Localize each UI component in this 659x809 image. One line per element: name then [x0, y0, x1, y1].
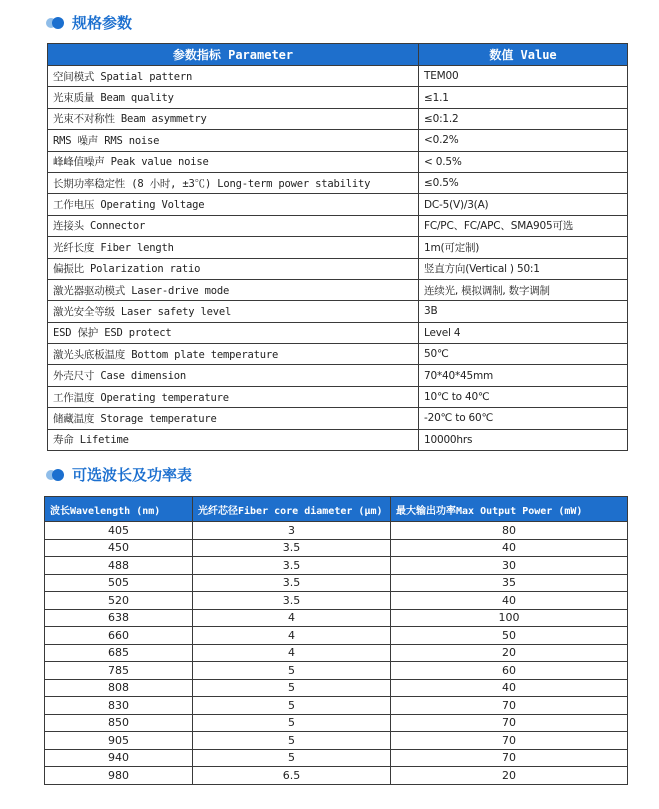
spec-value-cell: FC/PC、FC/APC、SMA905可选 [419, 215, 628, 236]
max-power-cell: 40 [391, 539, 628, 557]
spec-parameter-cell: 偏振比 Polarization ratio [48, 258, 419, 279]
spec-row [48, 151, 628, 172]
wavelength-cell: 940 [45, 749, 193, 767]
spec-row [48, 66, 628, 87]
wavelength-cell: 488 [45, 557, 193, 575]
spec-section-title-text: 规格参数 [72, 14, 133, 32]
core-diameter-cell: 3 [193, 522, 391, 540]
wave-section-title-text: 可选波长及功率表 [72, 466, 193, 484]
wave-row [45, 749, 628, 767]
wave-header-wavelength: 波长Wavelength (nm) [45, 497, 193, 522]
wave-header-core-diameter: 光纤芯径Fiber core diameter (μm) [193, 497, 391, 522]
spec-row [48, 130, 628, 151]
spec-value-cell: Level 4 [419, 322, 628, 343]
spec-header-value: 数值 Value [419, 44, 628, 66]
wave-row [45, 592, 628, 610]
spec-row [48, 344, 628, 365]
core-diameter-cell: 4 [193, 627, 391, 645]
wavelength-cell: 850 [45, 714, 193, 732]
spec-value-cell: DC-5(V)/3(A) [419, 194, 628, 215]
spec-row [48, 279, 628, 300]
wavelength-cell: 785 [45, 662, 193, 680]
core-diameter-cell: 4 [193, 644, 391, 662]
spec-row [48, 301, 628, 322]
spec-parameter-cell: 工作温度 Operating temperature [48, 386, 419, 407]
max-power-cell: 70 [391, 749, 628, 767]
wavelength-cell: 405 [45, 522, 193, 540]
wave-row [45, 539, 628, 557]
spec-parameter-cell: 激光器驱动模式 Laser-drive mode [48, 279, 419, 300]
spec-value-cell: 10℃ to 40℃ [419, 386, 628, 407]
wave-row [45, 732, 628, 750]
spec-parameter-cell: RMS 噪声 RMS noise [48, 130, 419, 151]
spec-row [48, 172, 628, 193]
wavelength-cell: 905 [45, 732, 193, 750]
wave-section-title [46, 464, 192, 485]
spec-value-cell: < 0.5% [419, 151, 628, 172]
spec-row [48, 365, 628, 386]
spec-row [48, 108, 628, 129]
wave-row [45, 767, 628, 785]
max-power-cell: 100 [391, 609, 628, 627]
wave-row [45, 714, 628, 732]
spec-row [48, 215, 628, 236]
wave-row [45, 644, 628, 662]
max-power-cell: 30 [391, 557, 628, 575]
spec-parameter-cell: 工作电压 Operating Voltage [48, 194, 419, 215]
wave-table-header-row [45, 497, 628, 522]
spec-parameter-cell: 光束质量 Beam quality [48, 87, 419, 108]
max-power-cell: 40 [391, 592, 628, 610]
spec-section-title [46, 12, 132, 33]
spec-row [48, 429, 628, 450]
spec-parameter-cell: 外壳尺寸 Case dimension [48, 365, 419, 386]
spec-header-parameter: 参数指标 Parameter [48, 44, 419, 66]
spec-value-cell: 70*40*45mm [419, 365, 628, 386]
spec-parameter-cell: 连接头 Connector [48, 215, 419, 236]
wave-row [45, 697, 628, 715]
core-diameter-cell: 3.5 [193, 574, 391, 592]
spec-parameter-cell: 光束不对称性 Beam asymmetry [48, 108, 419, 129]
spec-value-cell: 连续光, 模拟调制, 数字调制 [419, 279, 628, 300]
spec-table [47, 43, 628, 451]
spec-value-cell: 50℃ [419, 344, 628, 365]
wave-row [45, 679, 628, 697]
spec-parameter-cell: 光纤长度 Fiber length [48, 237, 419, 258]
wave-row [45, 557, 628, 575]
wavelength-cell: 660 [45, 627, 193, 645]
wave-row [45, 574, 628, 592]
core-diameter-cell: 5 [193, 697, 391, 715]
max-power-cell: 70 [391, 732, 628, 750]
wave-row [45, 609, 628, 627]
wave-header-max-power: 最大输出功率Max Output Power (mW) [391, 497, 628, 522]
spec-parameter-cell: 长期功率稳定性 (8 小时, ±3℃) Long-term power stability [48, 172, 419, 193]
wavelength-cell: 980 [45, 767, 193, 785]
wavelength-cell: 808 [45, 679, 193, 697]
spec-parameter-cell: 峰峰值噪声 Peak value noise [48, 151, 419, 172]
spec-value-cell: TEM00 [419, 66, 628, 87]
wavelength-cell: 520 [45, 592, 193, 610]
wave-row [45, 662, 628, 680]
spec-parameter-cell: 储藏温度 Storage temperature [48, 408, 419, 429]
core-diameter-cell: 3.5 [193, 592, 391, 610]
spec-value-cell: 3B [419, 301, 628, 322]
spec-parameter-cell: 激光安全等级 Laser safety level [48, 301, 419, 322]
spec-value-cell: 1m(可定制) [419, 237, 628, 258]
spec-value-cell: -20℃ to 60℃ [419, 408, 628, 429]
spec-value-cell: <0.2% [419, 130, 628, 151]
spec-row [48, 87, 628, 108]
wave-row [45, 522, 628, 540]
spec-value-cell: ≤0:1.2 [419, 108, 628, 129]
spec-value-cell: ≤0.5% [419, 172, 628, 193]
wavelength-cell: 450 [45, 539, 193, 557]
wave-row [45, 627, 628, 645]
spec-value-cell: 竖直方向(Vertical ) 50:1 [419, 258, 628, 279]
spec-row [48, 194, 628, 215]
spec-table-header-row [48, 44, 628, 66]
core-diameter-cell: 5 [193, 732, 391, 750]
spec-parameter-cell: ESD 保护 ESD protect [48, 322, 419, 343]
spec-row [48, 386, 628, 407]
max-power-cell: 50 [391, 627, 628, 645]
spec-value-cell: 10000hrs [419, 429, 628, 450]
spec-row [48, 237, 628, 258]
core-diameter-cell: 5 [193, 679, 391, 697]
core-diameter-cell: 5 [193, 662, 391, 680]
max-power-cell: 70 [391, 697, 628, 715]
bullet-dots-icon [46, 17, 66, 29]
core-diameter-cell: 3.5 [193, 557, 391, 575]
wavelength-table [44, 496, 628, 785]
spec-row [48, 408, 628, 429]
core-diameter-cell: 5 [193, 714, 391, 732]
max-power-cell: 20 [391, 644, 628, 662]
max-power-cell: 20 [391, 767, 628, 785]
max-power-cell: 80 [391, 522, 628, 540]
core-diameter-cell: 6.5 [193, 767, 391, 785]
bullet-dots-icon [46, 469, 66, 481]
wavelength-cell: 505 [45, 574, 193, 592]
max-power-cell: 35 [391, 574, 628, 592]
spec-parameter-cell: 空间模式 Spatial pattern [48, 66, 419, 87]
spec-row [48, 322, 628, 343]
spec-parameter-cell: 寿命 Lifetime [48, 429, 419, 450]
wavelength-cell: 830 [45, 697, 193, 715]
max-power-cell: 40 [391, 679, 628, 697]
spec-value-cell: ≤1.1 [419, 87, 628, 108]
core-diameter-cell: 4 [193, 609, 391, 627]
max-power-cell: 60 [391, 662, 628, 680]
wavelength-cell: 685 [45, 644, 193, 662]
wavelength-cell: 638 [45, 609, 193, 627]
spec-parameter-cell: 激光头底板温度 Bottom plate temperature [48, 344, 419, 365]
core-diameter-cell: 5 [193, 749, 391, 767]
spec-row [48, 258, 628, 279]
core-diameter-cell: 3.5 [193, 539, 391, 557]
max-power-cell: 70 [391, 714, 628, 732]
